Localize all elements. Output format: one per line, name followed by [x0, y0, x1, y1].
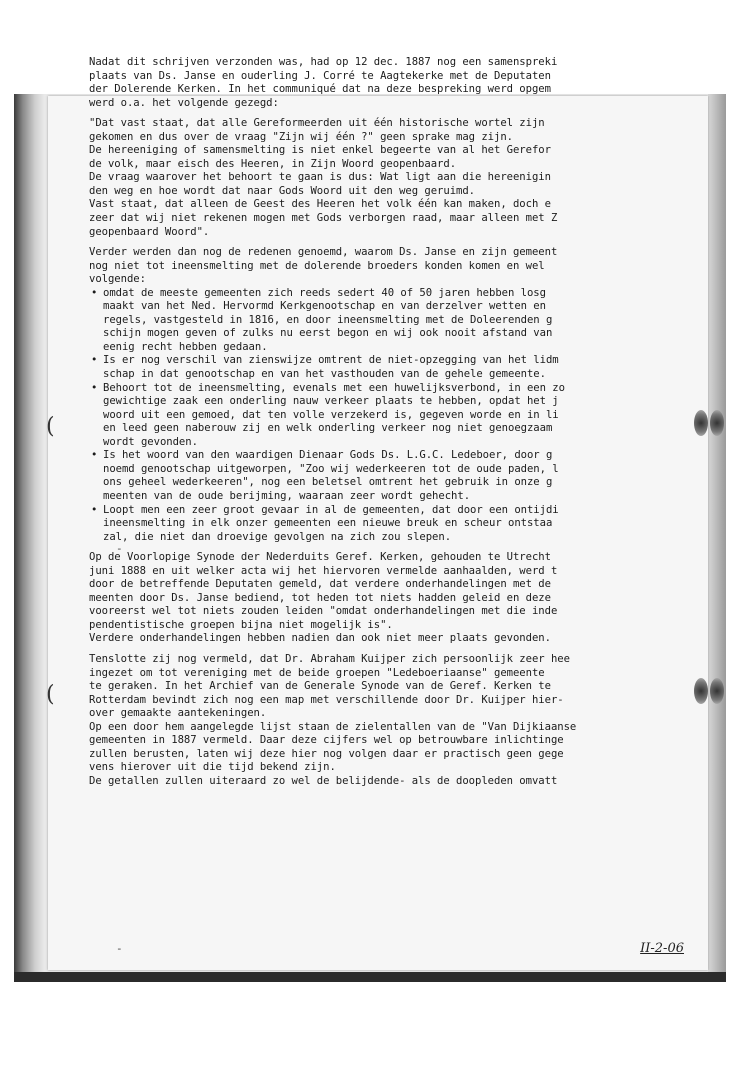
text-line: Nadat dit schrijven verzonden was, had op 12 dec. 1887 nog een samenspreki — [89, 56, 558, 68]
text-line: zullen berusten, laten wij deze hier nog volgen daar er practisch geen gege — [89, 747, 564, 760]
reason-item-1 — [89, 287, 657, 355]
text-line: maakt van het Ned. Hervormd Kerkgenootschap en van derzelver wetten en — [103, 300, 546, 313]
margin-bracket-lower: ( — [46, 682, 55, 707]
right-edge — [708, 94, 726, 982]
text-line: regels, vastgesteld in 1816, en door ineensmelting met de Doleerenden g — [103, 313, 553, 326]
bullet-icon: • — [91, 354, 98, 367]
paragraph-gap — [89, 646, 657, 653]
margin-dash-bottom: - — [116, 942, 123, 955]
text-line: meenten door Ds. Janse bediend, tot heden tot niets hadden geleid en deze — [89, 591, 551, 604]
paragraph-2 — [89, 117, 657, 239]
punch-hole-lower-2 — [710, 678, 724, 704]
text-line: Verder werden dan nog de redenen genoemd, waarom Ds. Janse en zijn gemeent — [89, 246, 558, 259]
text-line: de volk, maar eisch des Heeren, in Zijn Woord geopenbaard. — [89, 157, 457, 170]
text-line: Op de Voorlopige Synode der Nederduits Geref. Kerken, gehouden te Utrecht — [89, 551, 551, 564]
text-line: Is er nog verschil van zienswijze omtrent de niet-opzegging van het lidm — [103, 354, 559, 367]
text-line: "Dat vast staat, dat alle Gereformeerden uit één historische wortel zijn — [89, 117, 545, 130]
paragraph-3 — [89, 246, 657, 287]
text-line: woord uit een gemoed, dat ten volle verzekerd is, gegeven worde en in li — [103, 408, 559, 421]
text-line: gekomen en dus over de vraag "Zijn wij één ?" geen sprake mag zijn. — [89, 130, 513, 143]
text-line: vens hierover uit die tijd bekend zijn. — [89, 761, 336, 774]
text-line: eenig recht hebben gedaan. — [103, 340, 268, 353]
text-line: wordt gevonden. — [103, 435, 198, 448]
bottom-edge — [14, 972, 726, 982]
text-line: Is het woord van den waardigen Dienaar Gods Ds. L.G.C. Ledeboer, door g — [103, 449, 553, 462]
text-line: vooreerst wel tot niets zouden leiden "omdat onderhandelingen met die inde — [89, 605, 558, 618]
text-line: ineensmelting in elk onzer gemeenten een nieuwe breuk en scheur ontstaa — [103, 517, 553, 530]
text-line: geopenbaard Woord". — [89, 225, 210, 238]
punch-hole-upper-2 — [710, 410, 724, 436]
text-line: werd o.a. het volgende gezegd: — [89, 96, 279, 109]
intro-paragraphs — [89, 56, 657, 287]
reason-item-2 — [89, 354, 657, 381]
paragraph-gap — [89, 110, 657, 117]
closing-paragraphs — [89, 544, 657, 788]
text-line: nog niet tot ineensmelting met de dolerende broeders konden komen en wel — [89, 259, 545, 272]
text-line: Behoort tot de ineensmelting, evenals met een huwelijksverbond, in een zo — [103, 381, 565, 394]
page-reference: II-2-06 — [640, 941, 684, 956]
text-line: ingezet om tot vereniging met de beide groepen "Ledeboeriaanse" gemeente — [89, 666, 545, 679]
text-line: Vast staat, dat alleen de Geest des Heeren het volk één kan maken, doch e — [89, 198, 551, 211]
text-line: Op een door hem aangelegde lijst staan de zielentallen van de "Van Dijkiaanse — [89, 720, 577, 733]
bullet-icon: • — [91, 503, 98, 516]
text-line: der Dolerende Kerken. In het communiqué dat na deze bespreking werd opgem — [89, 83, 551, 96]
text-line: te geraken. In het Archief van de Generale Synode van de Geref. Kerken te — [89, 680, 551, 693]
text-line: pendentistische groepen bijna niet mogelijk is". — [89, 618, 393, 631]
text-line: omdat de meeste gemeenten zich reeds sedert 40 of 50 jaren hebben losg — [103, 286, 546, 299]
paragraph-gap — [89, 239, 657, 246]
reason-item-4 — [89, 449, 657, 503]
text-line: Tenslotte zij nog vermeld, dat Dr. Abraham Kuijper zich persoonlijk zeer hee — [89, 652, 570, 665]
closing-paragraph-2 — [89, 653, 657, 788]
margin-dash: - — [116, 542, 123, 555]
text-line: gewichtige zaak een onderling nauw verkeer plaats te hebben, opdat het j — [103, 395, 559, 408]
margin-bracket-upper: ( — [46, 414, 55, 439]
reasons-list — [89, 287, 657, 544]
text-line: zeer dat wij niet rekenen mogen met Gods verborgen raad, maar alleen met Z — [89, 212, 558, 225]
text-line: Loopt men een zeer groot gevaar in al de gemeenten, dat door een ontijdi — [103, 503, 559, 516]
binder-edge — [14, 94, 44, 982]
text-line: plaats van Ds. Janse en ouderling J. Corré te Aagtekerke met de Deputaten — [89, 69, 551, 82]
punch-hole-lower — [694, 678, 708, 704]
text-line: De getallen zullen uiteraard zo wel de belijdende- als de doopleden omvatt — [89, 774, 558, 787]
text-line: Rotterdam bevindt zich nog een map met verschillende door Dr. Kuijper hier- — [89, 693, 564, 706]
text-line: den weg en hoe wordt dat naar Gods Woord uit den weg geruimd. — [89, 184, 476, 197]
text-line: schijn mogen geven of zulks nu eerst begon en wij ook nooit afstand van — [103, 327, 553, 340]
text-line: schap in dat genootschap en van het vasthouden van de gehele gemeente. — [103, 368, 546, 381]
punch-hole-upper — [694, 410, 708, 436]
text-line: door de betreffende Deputaten gemeld, dat verdere onderhandelingen met de — [89, 578, 551, 591]
text-line: en leed geen naberouw zij en welk onderling verkeer nog niet genoegzaam — [103, 422, 553, 435]
paragraph-gap — [89, 544, 657, 551]
paragraph-1 — [89, 56, 657, 110]
reason-item-3 — [89, 382, 657, 450]
text-line: De hereeniging of samensmelting is niet enkel begeerte van al het Gerefor — [89, 144, 551, 157]
reason-item-5 — [89, 504, 657, 545]
text-line: juni 1888 en uit welker acta wij het hiervoren vermelde aanhaalden, werd t — [89, 564, 558, 577]
text-line: noemd genootschap uitgeworpen, "Zoo wij wederkeeren tot de oude paden, l — [103, 462, 559, 475]
bullet-icon: • — [91, 381, 98, 394]
text-line: De vraag waarover het behoort te gaan is dus: Wat ligt aan die hereenigin — [89, 171, 551, 184]
text-line: ons geheel wederkeeren", nog een beletsel omtrent het gebruik in onze g — [103, 476, 553, 489]
closing-paragraph-1 — [89, 551, 657, 646]
bullet-icon: • — [91, 449, 98, 462]
text-line: zal, die niet dan droevige gevolgen na zich zou slepen. — [103, 530, 452, 543]
text-line: over gemaakte aantekeningen. — [89, 707, 267, 720]
text-line: Verdere onderhandelingen hebben nadien dan ook niet meer plaats gevonden. — [89, 632, 551, 645]
text-line: gemeenten in 1887 vermeld. Daar deze cijfers wel op betrouwbare inlichtinge — [89, 734, 564, 747]
text-line: volgende: — [89, 273, 146, 286]
bullet-icon: • — [91, 286, 98, 299]
text-line: meenten van de oude berijming, waaraan zeer wordt gehecht. — [103, 489, 471, 502]
document-body — [89, 56, 657, 788]
